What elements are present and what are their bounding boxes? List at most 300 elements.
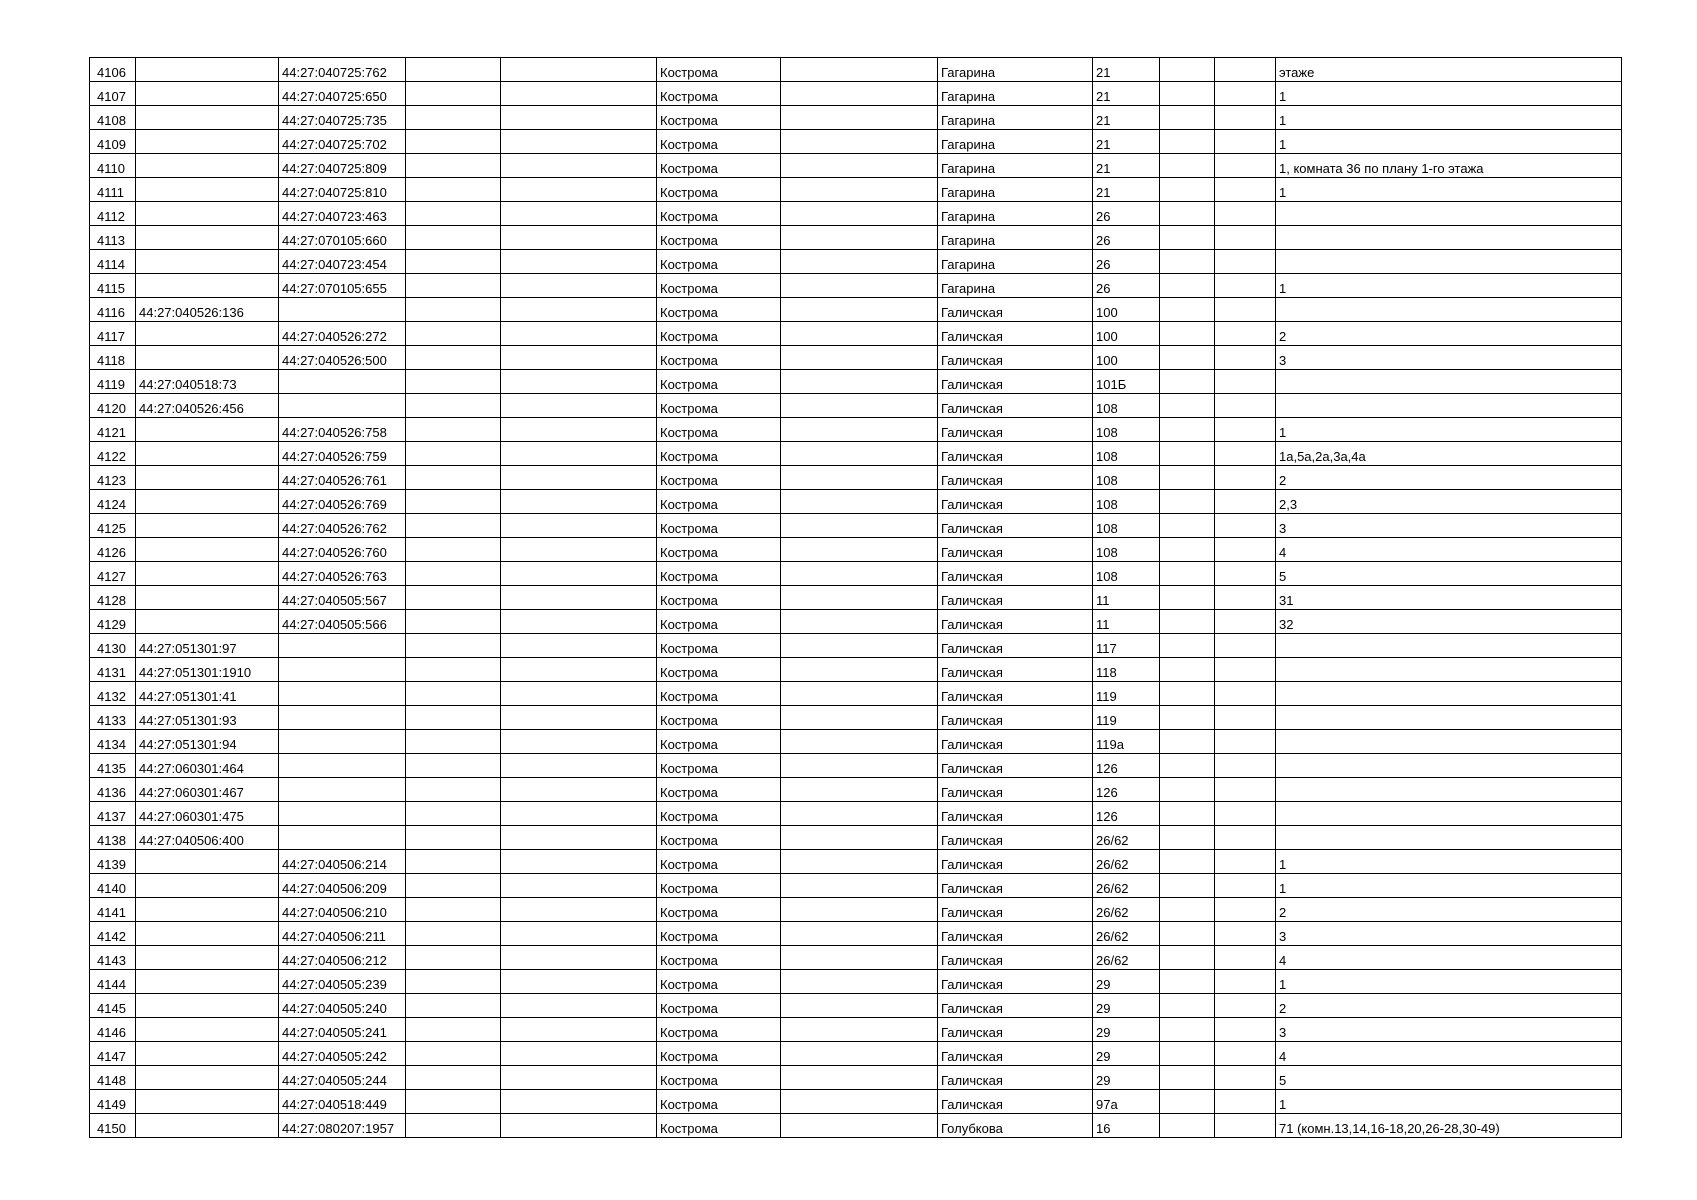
table-row <box>90 898 1622 922</box>
street-cell: Галичская <box>938 442 1093 466</box>
building-cadastral-cell <box>136 946 279 970</box>
house-cell: 26/62 <box>1093 850 1160 874</box>
room-cadastral-cell: 44:27:040518:449 <box>279 1090 406 1114</box>
empty-cell <box>501 1090 657 1114</box>
apartment-cell <box>1276 298 1622 322</box>
row-number-cell: 4111 <box>90 178 136 202</box>
empty-cell <box>406 802 501 826</box>
empty-cell <box>501 754 657 778</box>
apartment-cell: этаже <box>1276 58 1622 82</box>
house-cell: 21 <box>1093 154 1160 178</box>
city-cell: Кострома <box>657 466 781 490</box>
table-row <box>90 394 1622 418</box>
empty-cell <box>781 178 938 202</box>
room-cadastral-cell <box>279 682 406 706</box>
empty-cell <box>501 274 657 298</box>
building-cadastral-cell <box>136 418 279 442</box>
table-row <box>90 634 1622 658</box>
table-row <box>90 466 1622 490</box>
apartment-cell <box>1276 802 1622 826</box>
table-row <box>90 490 1622 514</box>
table-row <box>90 1114 1622 1138</box>
street-cell: Галичская <box>938 946 1093 970</box>
room-cadastral-cell: 44:27:040526:500 <box>279 346 406 370</box>
empty-cell <box>501 178 657 202</box>
empty-cell <box>406 82 501 106</box>
empty-cell <box>406 682 501 706</box>
apartment-cell: 1, комната 36 по плану 1-го этажа <box>1276 154 1622 178</box>
apartment-cell <box>1276 202 1622 226</box>
apartment-cell: 5 <box>1276 1066 1622 1090</box>
empty-cell <box>781 442 938 466</box>
empty-cell <box>1215 970 1276 994</box>
apartment-cell: 2 <box>1276 322 1622 346</box>
street-cell: Гагарина <box>938 106 1093 130</box>
apartment-cell <box>1276 706 1622 730</box>
table-row <box>90 274 1622 298</box>
city-cell: Кострома <box>657 850 781 874</box>
street-cell: Гагарина <box>938 274 1093 298</box>
street-cell: Галичская <box>938 634 1093 658</box>
street-cell: Галичская <box>938 970 1093 994</box>
row-number-cell: 4118 <box>90 346 136 370</box>
empty-cell <box>781 130 938 154</box>
house-cell: 29 <box>1093 1066 1160 1090</box>
apartment-cell: 1 <box>1276 850 1622 874</box>
empty-cell <box>1215 634 1276 658</box>
empty-cell <box>1215 1090 1276 1114</box>
table-row <box>90 994 1622 1018</box>
empty-cell <box>406 154 501 178</box>
empty-cell <box>1160 1114 1215 1138</box>
empty-cell <box>406 562 501 586</box>
empty-cell <box>1215 898 1276 922</box>
building-cadastral-cell: 44:27:051301:94 <box>136 730 279 754</box>
empty-cell <box>1215 490 1276 514</box>
table-row <box>90 826 1622 850</box>
building-cadastral-cell <box>136 58 279 82</box>
building-cadastral-cell <box>136 466 279 490</box>
empty-cell <box>1160 466 1215 490</box>
empty-cell <box>501 1114 657 1138</box>
city-cell: Кострома <box>657 682 781 706</box>
city-cell: Кострома <box>657 58 781 82</box>
empty-cell <box>1160 58 1215 82</box>
empty-cell <box>406 226 501 250</box>
row-number-cell: 4110 <box>90 154 136 178</box>
house-cell: 21 <box>1093 130 1160 154</box>
empty-cell <box>1215 610 1276 634</box>
empty-cell <box>1160 802 1215 826</box>
room-cadastral-cell: 44:27:040526:761 <box>279 466 406 490</box>
building-cadastral-cell <box>136 922 279 946</box>
building-cadastral-cell: 44:27:060301:475 <box>136 802 279 826</box>
apartment-cell: 4 <box>1276 538 1622 562</box>
apartment-cell: 4 <box>1276 1042 1622 1066</box>
empty-cell <box>781 730 938 754</box>
table-row <box>90 58 1622 82</box>
city-cell: Кострома <box>657 754 781 778</box>
house-cell: 26 <box>1093 202 1160 226</box>
row-number-cell: 4117 <box>90 322 136 346</box>
room-cadastral-cell <box>279 706 406 730</box>
city-cell: Кострома <box>657 154 781 178</box>
empty-cell <box>1215 1114 1276 1138</box>
empty-cell <box>406 1042 501 1066</box>
empty-cell <box>1215 682 1276 706</box>
street-cell: Галичская <box>938 514 1093 538</box>
empty-cell <box>1215 874 1276 898</box>
empty-cell <box>1215 106 1276 130</box>
street-cell: Галичская <box>938 370 1093 394</box>
house-cell: 11 <box>1093 586 1160 610</box>
table-row <box>90 178 1622 202</box>
building-cadastral-cell <box>136 610 279 634</box>
empty-cell <box>406 130 501 154</box>
building-cadastral-cell: 44:27:051301:93 <box>136 706 279 730</box>
street-cell: Галичская <box>938 1042 1093 1066</box>
empty-cell <box>1215 442 1276 466</box>
city-cell: Кострома <box>657 130 781 154</box>
table-row <box>90 322 1622 346</box>
empty-cell <box>501 850 657 874</box>
row-number-cell: 4138 <box>90 826 136 850</box>
empty-cell <box>1160 874 1215 898</box>
empty-cell <box>1160 730 1215 754</box>
room-cadastral-cell <box>279 754 406 778</box>
room-cadastral-cell: 44:27:040725:702 <box>279 130 406 154</box>
empty-cell <box>501 634 657 658</box>
empty-cell <box>501 370 657 394</box>
empty-cell <box>1215 178 1276 202</box>
street-cell: Гагарина <box>938 58 1093 82</box>
empty-cell <box>1215 994 1276 1018</box>
empty-cell <box>406 1114 501 1138</box>
room-cadastral-cell: 44:27:040505:567 <box>279 586 406 610</box>
street-cell: Галичская <box>938 490 1093 514</box>
empty-cell <box>781 754 938 778</box>
empty-cell <box>781 970 938 994</box>
house-cell: 29 <box>1093 994 1160 1018</box>
empty-cell <box>406 634 501 658</box>
building-cadastral-cell <box>136 586 279 610</box>
empty-cell <box>501 922 657 946</box>
empty-cell <box>501 466 657 490</box>
empty-cell <box>781 154 938 178</box>
city-cell: Кострома <box>657 826 781 850</box>
house-cell: 29 <box>1093 970 1160 994</box>
building-cadastral-cell <box>136 106 279 130</box>
empty-cell <box>1160 346 1215 370</box>
apartment-cell: 1 <box>1276 418 1622 442</box>
building-cadastral-cell: 44:27:051301:41 <box>136 682 279 706</box>
empty-cell <box>781 226 938 250</box>
empty-cell <box>406 178 501 202</box>
empty-cell <box>1160 202 1215 226</box>
street-cell: Голубкова <box>938 1114 1093 1138</box>
street-cell: Галичская <box>938 1018 1093 1042</box>
empty-cell <box>1160 1090 1215 1114</box>
house-cell: 118 <box>1093 658 1160 682</box>
empty-cell <box>501 1018 657 1042</box>
empty-cell <box>501 562 657 586</box>
empty-cell <box>501 970 657 994</box>
empty-cell <box>501 490 657 514</box>
row-number-cell: 4115 <box>90 274 136 298</box>
room-cadastral-cell: 44:27:040526:759 <box>279 442 406 466</box>
room-cadastral-cell: 44:27:040526:763 <box>279 562 406 586</box>
house-cell: 26 <box>1093 274 1160 298</box>
registry-table <box>89 57 1622 1138</box>
row-number-cell: 4139 <box>90 850 136 874</box>
empty-cell <box>501 130 657 154</box>
empty-cell <box>1160 610 1215 634</box>
empty-cell <box>781 298 938 322</box>
building-cadastral-cell <box>136 562 279 586</box>
apartment-cell <box>1276 226 1622 250</box>
street-cell: Галичская <box>938 922 1093 946</box>
building-cadastral-cell <box>136 442 279 466</box>
street-cell: Галичская <box>938 682 1093 706</box>
room-cadastral-cell: 44:27:040505:240 <box>279 994 406 1018</box>
building-cadastral-cell <box>136 1042 279 1066</box>
house-cell: 100 <box>1093 298 1160 322</box>
empty-cell <box>501 154 657 178</box>
empty-cell <box>781 634 938 658</box>
table-row <box>90 202 1622 226</box>
street-cell: Галичская <box>938 898 1093 922</box>
city-cell: Кострома <box>657 178 781 202</box>
empty-cell <box>1160 394 1215 418</box>
empty-cell <box>406 610 501 634</box>
table-row <box>90 1066 1622 1090</box>
table-row <box>90 778 1622 802</box>
table-row <box>90 706 1622 730</box>
empty-cell <box>1160 970 1215 994</box>
city-cell: Кострома <box>657 898 781 922</box>
row-number-cell: 4134 <box>90 730 136 754</box>
house-cell: 108 <box>1093 538 1160 562</box>
building-cadastral-cell <box>136 346 279 370</box>
house-cell: 26/62 <box>1093 874 1160 898</box>
room-cadastral-cell: 44:27:040526:272 <box>279 322 406 346</box>
empty-cell <box>1215 466 1276 490</box>
building-cadastral-cell <box>136 130 279 154</box>
city-cell: Кострома <box>657 634 781 658</box>
table-row <box>90 130 1622 154</box>
row-number-cell: 4119 <box>90 370 136 394</box>
city-cell: Кострома <box>657 82 781 106</box>
empty-cell <box>501 802 657 826</box>
empty-cell <box>1215 274 1276 298</box>
room-cadastral-cell <box>279 778 406 802</box>
city-cell: Кострома <box>657 322 781 346</box>
house-cell: 119а <box>1093 730 1160 754</box>
building-cadastral-cell <box>136 1018 279 1042</box>
row-number-cell: 4140 <box>90 874 136 898</box>
table-row <box>90 154 1622 178</box>
row-number-cell: 4135 <box>90 754 136 778</box>
city-cell: Кострома <box>657 1042 781 1066</box>
street-cell: Галичская <box>938 610 1093 634</box>
room-cadastral-cell: 44:27:040725:810 <box>279 178 406 202</box>
empty-cell <box>406 466 501 490</box>
room-cadastral-cell <box>279 394 406 418</box>
empty-cell <box>406 922 501 946</box>
row-number-cell: 4114 <box>90 250 136 274</box>
apartment-cell: 1а,5а,2а,3а,4а <box>1276 442 1622 466</box>
building-cadastral-cell <box>136 322 279 346</box>
city-cell: Кострома <box>657 994 781 1018</box>
row-number-cell: 4113 <box>90 226 136 250</box>
empty-cell <box>1160 82 1215 106</box>
house-cell: 26 <box>1093 250 1160 274</box>
apartment-cell: 1 <box>1276 106 1622 130</box>
apartment-cell <box>1276 394 1622 418</box>
empty-cell <box>1215 322 1276 346</box>
empty-cell <box>1160 418 1215 442</box>
room-cadastral-cell: 44:27:040725:735 <box>279 106 406 130</box>
row-number-cell: 4142 <box>90 922 136 946</box>
room-cadastral-cell: 44:27:040505:244 <box>279 1066 406 1090</box>
empty-cell <box>1160 538 1215 562</box>
apartment-cell: 1 <box>1276 130 1622 154</box>
building-cadastral-cell <box>136 178 279 202</box>
empty-cell <box>406 778 501 802</box>
street-cell: Галичская <box>938 730 1093 754</box>
empty-cell <box>781 898 938 922</box>
city-cell: Кострома <box>657 778 781 802</box>
house-cell: 117 <box>1093 634 1160 658</box>
empty-cell <box>1160 682 1215 706</box>
city-cell: Кострома <box>657 346 781 370</box>
empty-cell <box>501 898 657 922</box>
table-row <box>90 250 1622 274</box>
room-cadastral-cell: 44:27:040506:212 <box>279 946 406 970</box>
house-cell: 21 <box>1093 178 1160 202</box>
table-row <box>90 730 1622 754</box>
empty-cell <box>781 658 938 682</box>
house-cell: 16 <box>1093 1114 1160 1138</box>
empty-cell <box>1215 946 1276 970</box>
empty-cell <box>1215 346 1276 370</box>
empty-cell <box>781 778 938 802</box>
empty-cell <box>781 202 938 226</box>
row-number-cell: 4109 <box>90 130 136 154</box>
empty-cell <box>501 658 657 682</box>
empty-cell <box>1160 778 1215 802</box>
empty-cell <box>406 970 501 994</box>
apartment-cell: 1 <box>1276 1090 1622 1114</box>
empty-cell <box>781 802 938 826</box>
street-cell: Галичская <box>938 322 1093 346</box>
room-cadastral-cell: 44:27:040723:463 <box>279 202 406 226</box>
house-cell: 126 <box>1093 754 1160 778</box>
table-row <box>90 850 1622 874</box>
city-cell: Кострома <box>657 226 781 250</box>
table-row <box>90 970 1622 994</box>
empty-cell <box>406 754 501 778</box>
empty-cell <box>1215 658 1276 682</box>
empty-cell <box>781 874 938 898</box>
street-cell: Гагарина <box>938 226 1093 250</box>
street-cell: Галичская <box>938 850 1093 874</box>
city-cell: Кострома <box>657 730 781 754</box>
empty-cell <box>1215 226 1276 250</box>
empty-cell <box>501 682 657 706</box>
house-cell: 108 <box>1093 490 1160 514</box>
empty-cell <box>1215 202 1276 226</box>
empty-cell <box>406 874 501 898</box>
apartment-cell: 3 <box>1276 514 1622 538</box>
empty-cell <box>501 946 657 970</box>
house-cell: 108 <box>1093 562 1160 586</box>
house-cell: 26/62 <box>1093 826 1160 850</box>
apartment-cell: 1 <box>1276 874 1622 898</box>
empty-cell <box>501 58 657 82</box>
row-number-cell: 4148 <box>90 1066 136 1090</box>
empty-cell <box>501 322 657 346</box>
empty-cell <box>1215 58 1276 82</box>
empty-cell <box>1160 1066 1215 1090</box>
empty-cell <box>781 106 938 130</box>
empty-cell <box>1215 298 1276 322</box>
street-cell: Гагарина <box>938 178 1093 202</box>
house-cell: 29 <box>1093 1042 1160 1066</box>
table-body <box>90 58 1622 1138</box>
row-number-cell: 4145 <box>90 994 136 1018</box>
building-cadastral-cell <box>136 154 279 178</box>
building-cadastral-cell <box>136 970 279 994</box>
empty-cell <box>406 946 501 970</box>
empty-cell <box>501 250 657 274</box>
empty-cell <box>406 250 501 274</box>
street-cell: Галичская <box>938 418 1093 442</box>
empty-cell <box>1160 370 1215 394</box>
apartment-cell: 4 <box>1276 946 1622 970</box>
room-cadastral-cell: 44:27:040506:211 <box>279 922 406 946</box>
empty-cell <box>1160 1018 1215 1042</box>
room-cadastral-cell <box>279 802 406 826</box>
empty-cell <box>1160 826 1215 850</box>
empty-cell <box>501 202 657 226</box>
table-row <box>90 1090 1622 1114</box>
empty-cell <box>1160 562 1215 586</box>
street-cell: Галичская <box>938 994 1093 1018</box>
apartment-cell: 3 <box>1276 922 1622 946</box>
empty-cell <box>781 610 938 634</box>
apartment-cell <box>1276 826 1622 850</box>
empty-cell <box>781 994 938 1018</box>
city-cell: Кострома <box>657 658 781 682</box>
row-number-cell: 4107 <box>90 82 136 106</box>
empty-cell <box>1215 730 1276 754</box>
empty-cell <box>406 106 501 130</box>
city-cell: Кострома <box>657 1066 781 1090</box>
city-cell: Кострома <box>657 946 781 970</box>
building-cadastral-cell: 44:27:051301:97 <box>136 634 279 658</box>
building-cadastral-cell: 44:27:060301:464 <box>136 754 279 778</box>
city-cell: Кострома <box>657 394 781 418</box>
room-cadastral-cell <box>279 298 406 322</box>
empty-cell <box>406 826 501 850</box>
street-cell: Галичская <box>938 346 1093 370</box>
street-cell: Галичская <box>938 1090 1093 1114</box>
house-cell: 21 <box>1093 106 1160 130</box>
empty-cell <box>501 874 657 898</box>
house-cell: 26/62 <box>1093 922 1160 946</box>
empty-cell <box>406 1066 501 1090</box>
